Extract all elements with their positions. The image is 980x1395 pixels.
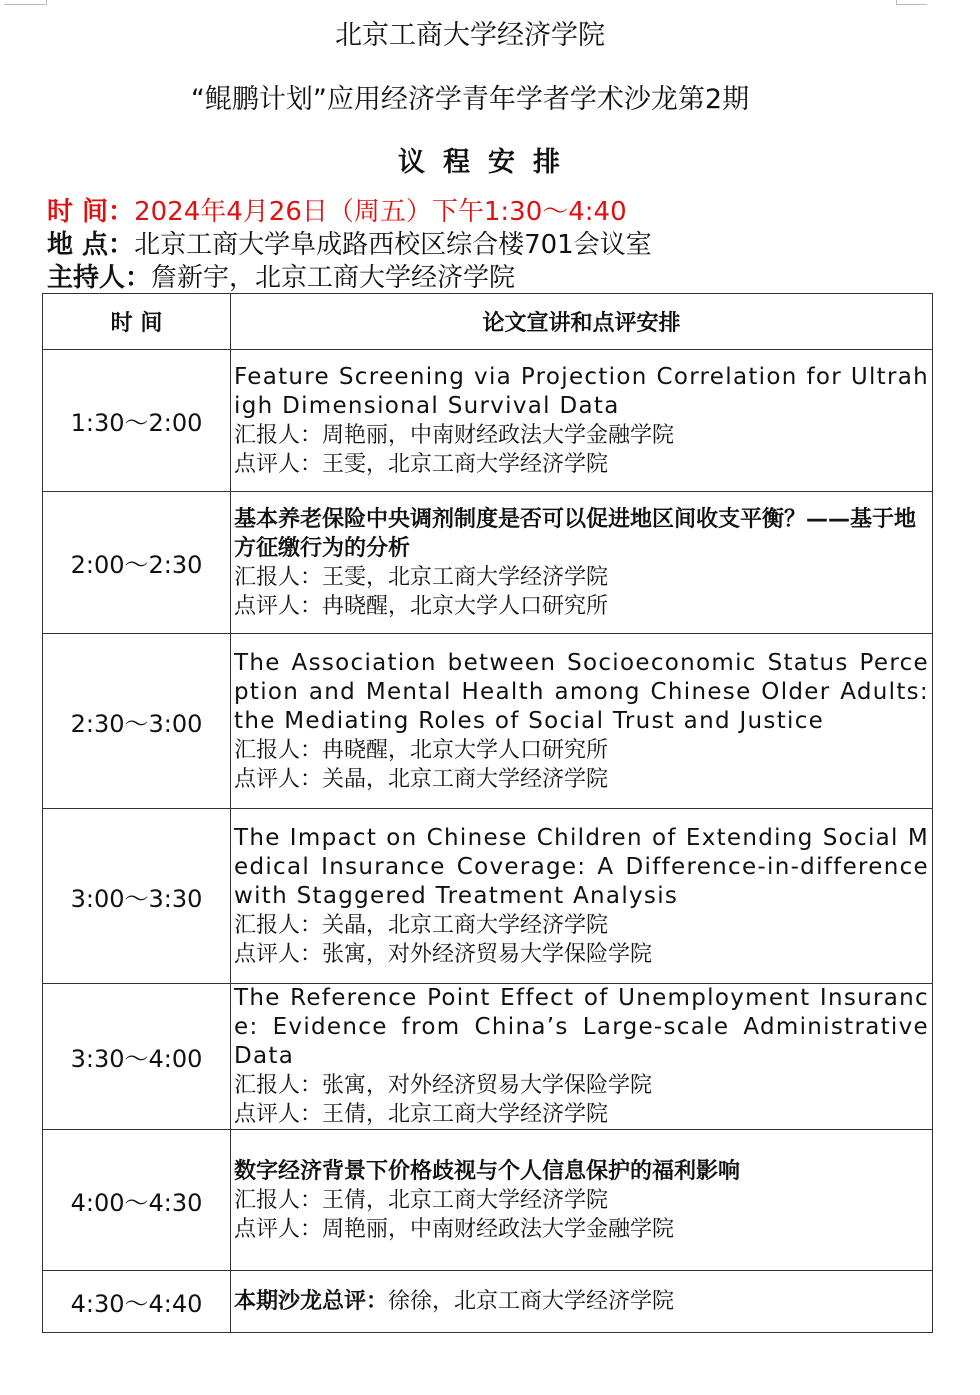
salon-title: “鲲鹏计划”应用经济学青年学者学术沙龙第2期 bbox=[190, 84, 750, 115]
event-time-value: 2024年4月26日（周五）下午1:30～4:40 bbox=[134, 197, 627, 227]
reporter: 汇报人：冉晓醒，北京大学人口研究所 bbox=[234, 737, 609, 763]
table-row bbox=[43, 1130, 933, 1271]
row-time: 4:30～4:40 bbox=[43, 1271, 231, 1333]
event-host-label: 主持人： bbox=[47, 263, 152, 293]
reviewer: 点评人：王倩，北京工商大学经济学院 bbox=[234, 1102, 609, 1127]
reviewer: 点评人：王雯，北京工商大学经济学院 bbox=[234, 451, 609, 477]
paper-title: 数字经济背景下价格歧视与个人信息保护的福利影响 bbox=[234, 1158, 741, 1184]
header-arrangement: 论文宣讲和点评安排 bbox=[231, 294, 933, 350]
agenda-table bbox=[42, 293, 933, 1333]
event-place-label: 地 点： bbox=[47, 230, 135, 260]
row-content bbox=[231, 984, 933, 1130]
reporter: 汇报人：王雯，北京工商大学经济学院 bbox=[234, 564, 609, 590]
paper-title: Feature Screening via Projection Correlation for Ultrahigh Dimensional Survival Data bbox=[234, 363, 929, 419]
final-review-value: 徐徐，北京工商大学经济学院 bbox=[388, 1289, 675, 1314]
row-content bbox=[231, 634, 933, 809]
page-corner-mark-right bbox=[896, 0, 927, 5]
reporter: 汇报人：王倩，北京工商大学经济学院 bbox=[234, 1187, 609, 1213]
row-time: 3:00～3:30 bbox=[43, 809, 231, 984]
paper-title: The Association between Socioeconomic Status Perception and Mental Health among Chinese Older Adults: the Mediating Roles of Social Trust and Justice bbox=[234, 649, 929, 734]
row-content bbox=[231, 1130, 933, 1271]
header-time: 时 间 bbox=[43, 294, 231, 350]
event-place-value: 北京工商大学阜成路西校区综合楼701会议室 bbox=[134, 230, 652, 260]
table-row bbox=[43, 984, 933, 1130]
page-corner-mark-left bbox=[4, 0, 47, 5]
paper-title: The Impact on Chinese Children of Extending Social Medical Insurance Coverage: A Difference-in-difference with Staggered Treatment Analysis bbox=[234, 824, 929, 909]
paper-title: 基本养老保险中央调剂制度是否可以促进地区间收支平衡？——基于地方征缴行为的分析 bbox=[234, 506, 917, 561]
agenda-heading: 议程安排 bbox=[398, 147, 578, 178]
final-review bbox=[234, 1287, 929, 1316]
row-content bbox=[231, 809, 933, 984]
row-content bbox=[231, 492, 933, 634]
reporter: 汇报人：关晶，北京工商大学经济学院 bbox=[234, 912, 609, 938]
event-time-label: 时 间： bbox=[47, 197, 135, 227]
row-time: 2:00～2:30 bbox=[43, 492, 231, 634]
row-time: 2:30～3:00 bbox=[43, 634, 231, 809]
reviewer: 点评人：冉晓醒，北京大学人口研究所 bbox=[234, 593, 609, 619]
paper-title: The Reference Point Effect of Unemployment Insurance: Evidence from China’s Large-scale Administrative Data bbox=[234, 985, 929, 1069]
row-time: 4:00～4:30 bbox=[43, 1130, 231, 1271]
row-time: 3:30～4:00 bbox=[43, 984, 231, 1130]
table-row bbox=[43, 634, 933, 809]
event-host-value: 詹新宇，北京工商大学经济学院 bbox=[151, 263, 516, 293]
event-host bbox=[47, 261, 515, 295]
reporter: 汇报人：张寓，对外经济贸易大学保险学院 bbox=[234, 1073, 653, 1098]
table-row-final bbox=[43, 1271, 933, 1333]
table-header-row bbox=[43, 294, 933, 350]
reporter: 汇报人：周艳丽，中南财经政法大学金融学院 bbox=[234, 422, 675, 448]
table-row bbox=[43, 809, 933, 984]
event-time bbox=[47, 195, 627, 229]
table-row bbox=[43, 350, 933, 492]
row-time: 1:30～2:00 bbox=[43, 350, 231, 492]
row-content bbox=[231, 350, 933, 492]
event-place bbox=[47, 228, 652, 262]
table-row bbox=[43, 492, 933, 634]
row-content bbox=[231, 1271, 933, 1333]
reviewer: 点评人：周艳丽，中南财经政法大学金融学院 bbox=[234, 1216, 675, 1242]
reviewer: 点评人：张寓，对外经济贸易大学保险学院 bbox=[234, 941, 653, 967]
reviewer: 点评人：关晶，北京工商大学经济学院 bbox=[234, 766, 609, 792]
school-title: 北京工商大学经济学院 bbox=[335, 20, 605, 51]
final-review-label: 本期沙龙总评： bbox=[234, 1289, 389, 1314]
